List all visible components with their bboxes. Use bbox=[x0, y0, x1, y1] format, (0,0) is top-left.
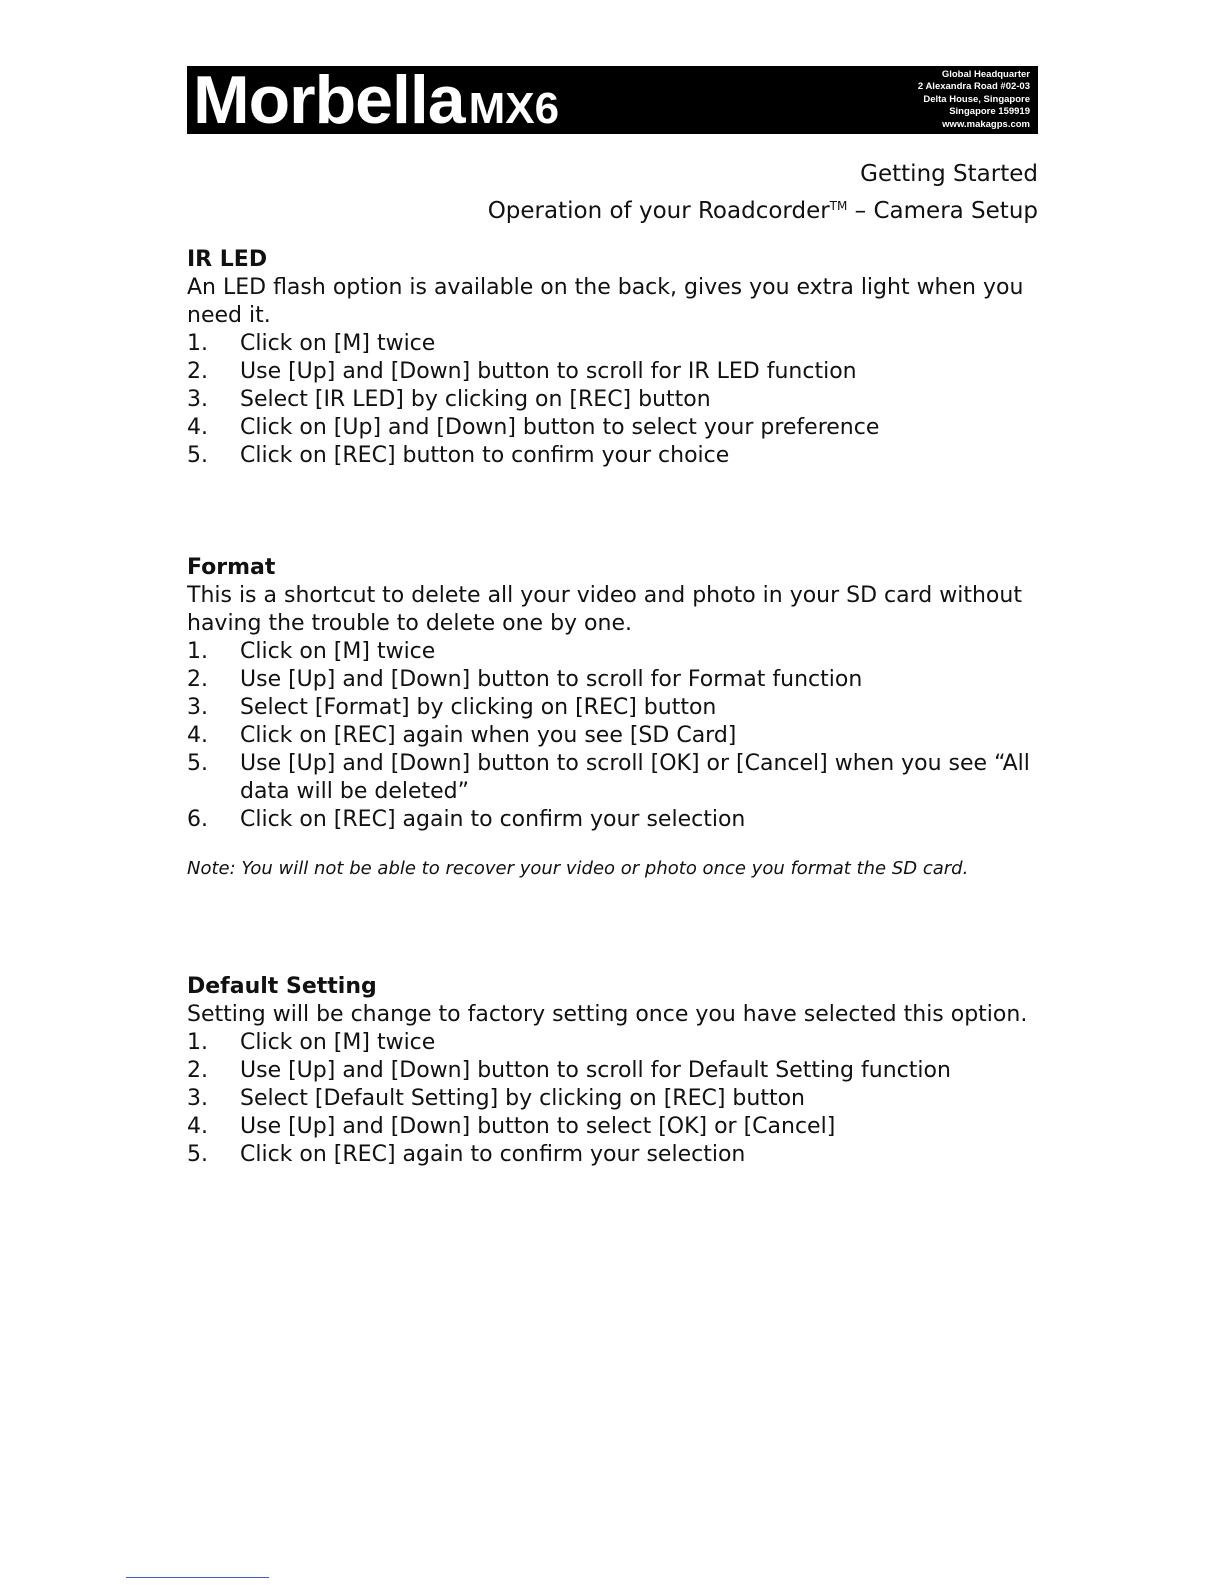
list-item bbox=[187, 1085, 1037, 1113]
step-text: Click on [REC] again when you see [SD Card] bbox=[240, 723, 737, 748]
logo-text: Morbella bbox=[193, 66, 465, 134]
step-number: 1. bbox=[187, 1030, 208, 1055]
list-item bbox=[187, 1141, 1037, 1169]
section-title: IR LED bbox=[187, 247, 268, 272]
step-text: Select [Format] by clicking on [REC] button bbox=[240, 695, 717, 720]
section-format bbox=[187, 554, 1037, 834]
section-default-setting bbox=[187, 973, 1037, 1169]
step-list bbox=[187, 1029, 1037, 1169]
step-text: Click on [M] twice bbox=[240, 1030, 436, 1055]
step-text: Select [Default Setting] by clicking on [REC] button bbox=[240, 1086, 805, 1111]
step-text: Use [Up] and [Down] button to scroll for IR LED function bbox=[240, 359, 857, 384]
list-item bbox=[187, 330, 1037, 358]
list-item bbox=[187, 750, 1037, 806]
step-number: 1. bbox=[187, 639, 208, 664]
list-item bbox=[187, 358, 1037, 386]
step-number: 5. bbox=[187, 751, 208, 776]
subtitle-prefix: Operation of your Roadcorder bbox=[487, 198, 830, 224]
trademark-mark: TM bbox=[829, 199, 848, 213]
step-number: 4. bbox=[187, 1114, 208, 1139]
section-intro: Setting will be change to factory setting once you have selected this option. bbox=[187, 1002, 1028, 1027]
address-line: www.makagps.com bbox=[942, 118, 1030, 130]
header-banner bbox=[187, 66, 1038, 134]
step-number: 1. bbox=[187, 331, 208, 356]
list-item bbox=[187, 1113, 1037, 1141]
list-item bbox=[187, 442, 1037, 470]
step-number: 5. bbox=[187, 443, 208, 468]
address-line: Global Headquarter bbox=[941, 69, 1030, 80]
list-item bbox=[187, 694, 1037, 722]
address-line: Delta House, Singapore bbox=[923, 93, 1030, 105]
address-line: 2 Alexandra Road #02-03 bbox=[917, 81, 1030, 93]
page-title: Getting Started bbox=[860, 161, 1038, 187]
step-number: 2. bbox=[187, 1058, 208, 1083]
page-heading bbox=[488, 158, 1038, 227]
step-list bbox=[187, 330, 1037, 470]
step-text: Use [Up] and [Down] button to select [OK] or [Cancel] bbox=[240, 1114, 836, 1139]
step-text: Use [Up] and [Down] button to scroll for Default Setting function bbox=[240, 1058, 951, 1083]
step-text: Select [IR LED] by clicking on [REC] button bbox=[240, 387, 711, 412]
step-number: 3. bbox=[187, 1086, 208, 1111]
step-number: 2. bbox=[187, 667, 208, 692]
step-text: Use [Up] and [Down] button to scroll [OK] or [Cancel] when you see “All data will be deleted” bbox=[240, 751, 1030, 804]
model-text: MX6 bbox=[468, 84, 560, 133]
list-item bbox=[187, 666, 1037, 694]
brand-logo bbox=[193, 66, 559, 134]
step-number: 3. bbox=[187, 387, 208, 412]
list-item bbox=[187, 1029, 1037, 1057]
list-item bbox=[187, 386, 1037, 414]
step-list bbox=[187, 638, 1037, 834]
step-text: Click on [M] twice bbox=[240, 639, 436, 664]
list-item bbox=[187, 638, 1037, 666]
list-item bbox=[187, 722, 1037, 750]
section-intro: An LED flash option is available on the back, gives you extra light when you need it. bbox=[187, 275, 1024, 328]
step-number: 4. bbox=[187, 723, 208, 748]
step-number: 5. bbox=[187, 1142, 208, 1167]
list-item bbox=[187, 806, 1037, 834]
step-text: Click on [REC] again to confirm your selection bbox=[240, 1142, 746, 1167]
section-ir-led bbox=[187, 246, 1037, 470]
footer-rule bbox=[126, 1577, 269, 1578]
step-text: Click on [REC] button to confirm your choice bbox=[240, 443, 730, 468]
step-number: 4. bbox=[187, 415, 208, 440]
step-text: Click on [M] twice bbox=[240, 331, 436, 356]
page-subtitle bbox=[488, 190, 1038, 227]
subtitle-suffix: – Camera Setup bbox=[847, 198, 1038, 224]
address-line: Singapore 159919 bbox=[949, 106, 1030, 118]
section-title: Default Setting bbox=[187, 974, 377, 999]
section-intro: This is a shortcut to delete all your video and photo in your SD card without having the trouble to delete one by one. bbox=[187, 583, 1022, 636]
step-text: Click on [Up] and [Down] button to select your preference bbox=[240, 415, 880, 440]
headquarter-address bbox=[918, 69, 1030, 131]
format-note: Note: You will not be able to recover your video or photo once you format the SD card. bbox=[187, 858, 969, 879]
step-number: 2. bbox=[187, 359, 208, 384]
step-number: 6. bbox=[187, 807, 208, 832]
list-item bbox=[187, 414, 1037, 442]
step-text: Use [Up] and [Down] button to scroll for Format function bbox=[240, 667, 863, 692]
section-title: Format bbox=[187, 555, 276, 580]
list-item bbox=[187, 1057, 1037, 1085]
step-number: 3. bbox=[187, 695, 208, 720]
step-text: Click on [REC] again to confirm your selection bbox=[240, 807, 746, 832]
